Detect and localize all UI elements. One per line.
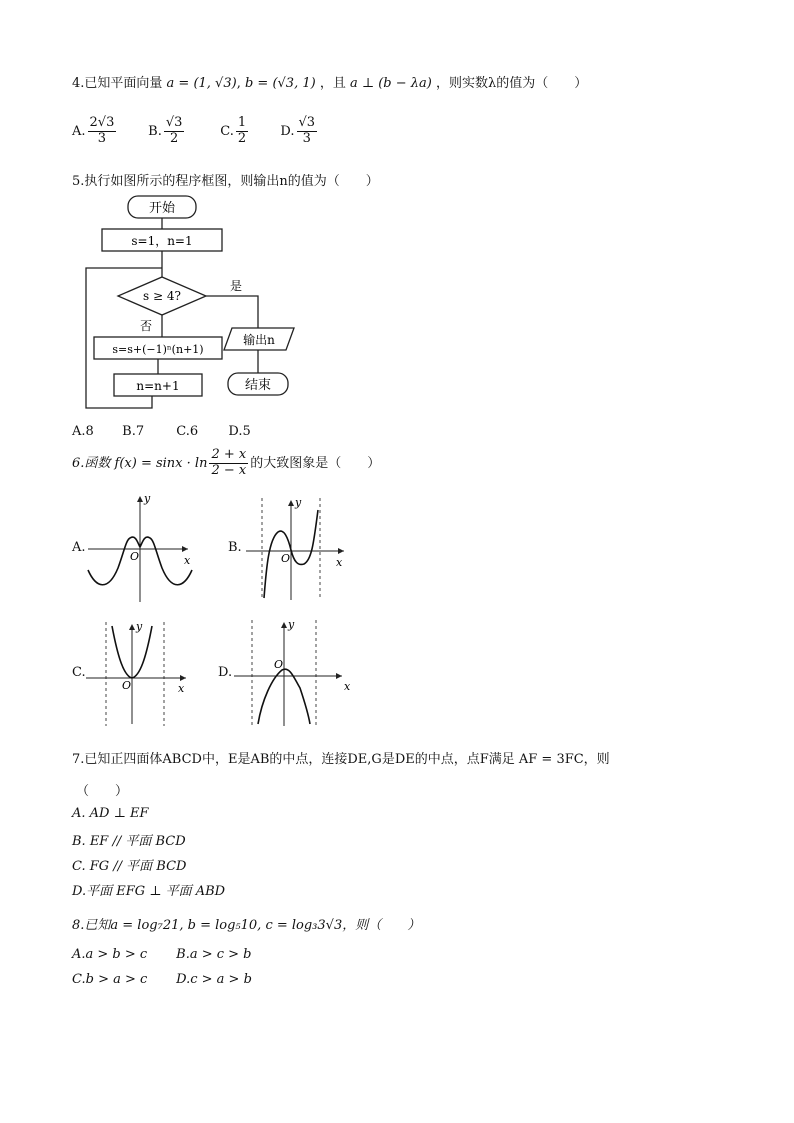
graph-b[interactable] (244, 494, 354, 602)
svg-text:y: y (295, 496, 302, 509)
svg-text:O: O (274, 658, 284, 671)
q4-mid: ，且 (319, 76, 346, 91)
q8-option-b[interactable]: B.a > c > b (176, 947, 252, 962)
q4-stem: 4.已知平面向量 a = (1, √3), b = (√3, 1) ，且 a ⊥ (b − λa) ，则实数λ的值为（ ） (72, 76, 588, 91)
graph-c[interactable] (84, 618, 194, 728)
q4-option-a[interactable]: A. $\frac{2√3}{3}$ (72, 115, 115, 146)
q4-option-c[interactable]: C. $\frac{1}{2}$ (220, 115, 247, 146)
q5-option-b[interactable]: B.7 (122, 424, 145, 439)
flow-yes-label: 是 (230, 279, 243, 293)
q6-frac-num: 2 + x (211, 447, 247, 462)
q6-stem-prefix: 6.函数 f(x) = sinx · ln (72, 455, 208, 471)
q6-stem (72, 448, 380, 479)
q8-stem: 8.已知a = log₇21, b = log₅10, c = log₃3√3，则（ ） (72, 918, 421, 933)
flow-end-text: 结束 (244, 378, 272, 393)
q5-option-d[interactable]: D.5 (228, 424, 251, 439)
q5-option-a[interactable]: A.8 (72, 424, 94, 439)
q4-stem-prefix: 4.已知平面向量 (72, 76, 163, 91)
flow-init-text: s=1，n=1 (131, 234, 193, 248)
svg-text:y: y (144, 492, 151, 505)
q8-option-d[interactable]: D.c > a > b (176, 972, 252, 987)
flow-start-text: 开始 (148, 201, 176, 216)
q8-option-c[interactable]: C.b > a > c (72, 972, 148, 987)
q4-option-d[interactable]: D. $\frac{√3}{3}$ (280, 115, 316, 146)
q5-stem: 5.执行如图所示的程序框图，则输出n的值为（ ） (72, 174, 379, 189)
svg-text:O: O (130, 550, 140, 563)
q4-stem-suffix: ，则实数λ的值为（ ） (435, 76, 588, 91)
q7-stem: 7.已知正四面体ABCD中，E是AB的中点，连接DE,G是DE的中点，点F满足 AF = 3FC，则 (72, 752, 610, 767)
svg-text:x: x (344, 680, 351, 693)
svg-text:x: x (336, 556, 343, 569)
q6-frac-den: 2 − x (211, 462, 247, 478)
svg-text:O: O (122, 679, 132, 692)
q5-options (72, 424, 268, 439)
flow-update-n-text: n=n+1 (136, 379, 180, 393)
q4-options (72, 116, 340, 147)
graph-c-label[interactable]: C. (72, 665, 86, 680)
svg-text:y: y (136, 620, 143, 633)
q8-options-row2 (72, 972, 252, 987)
q7-paren: （ ） (76, 784, 129, 799)
graph-d-label[interactable]: D. (218, 665, 233, 680)
q5-option-c[interactable]: C.6 (176, 424, 199, 439)
svg-text:x: x (178, 682, 185, 695)
q7-option-b[interactable]: B. EF // 平面 BCD (72, 834, 186, 849)
flow-output-text: 输出n (243, 333, 275, 347)
q8-option-a[interactable]: A.a > b > c (72, 947, 148, 962)
graph-a-label[interactable]: A. (72, 540, 86, 555)
flow-update-s-text: s=s+(−1)ⁿ(n+1) (112, 343, 204, 356)
q4-vector-b: b = (√3, 1) (244, 76, 316, 91)
q7-option-a[interactable]: A. AD ⊥ EF (72, 806, 149, 821)
flow-decision-text: s ≥ 4? (143, 289, 181, 303)
graph-b-label[interactable]: B. (228, 540, 242, 555)
q4-option-b[interactable]: B. $\frac{√3}{2}$ (148, 115, 183, 146)
q5-flowchart (80, 192, 310, 414)
flow-no-label: 否 (140, 319, 153, 333)
svg-text:y: y (288, 618, 295, 631)
q8-options-row1 (72, 947, 252, 962)
graph-d[interactable] (232, 616, 352, 728)
svg-text:O: O (281, 552, 291, 565)
q4-vector-a: a = (1, √3) (166, 76, 237, 91)
q4-condition: a ⊥ (b − λa) (349, 76, 432, 91)
q6-stem-suffix: 的大致图象是（ ） (250, 455, 381, 471)
graph-a[interactable] (84, 492, 196, 604)
q7-option-d[interactable]: D.平面 EFG ⊥ 平面 ABD (72, 884, 226, 899)
q7-option-c[interactable]: C. FG // 平面 BCD (72, 859, 187, 874)
svg-text:x: x (184, 554, 191, 567)
